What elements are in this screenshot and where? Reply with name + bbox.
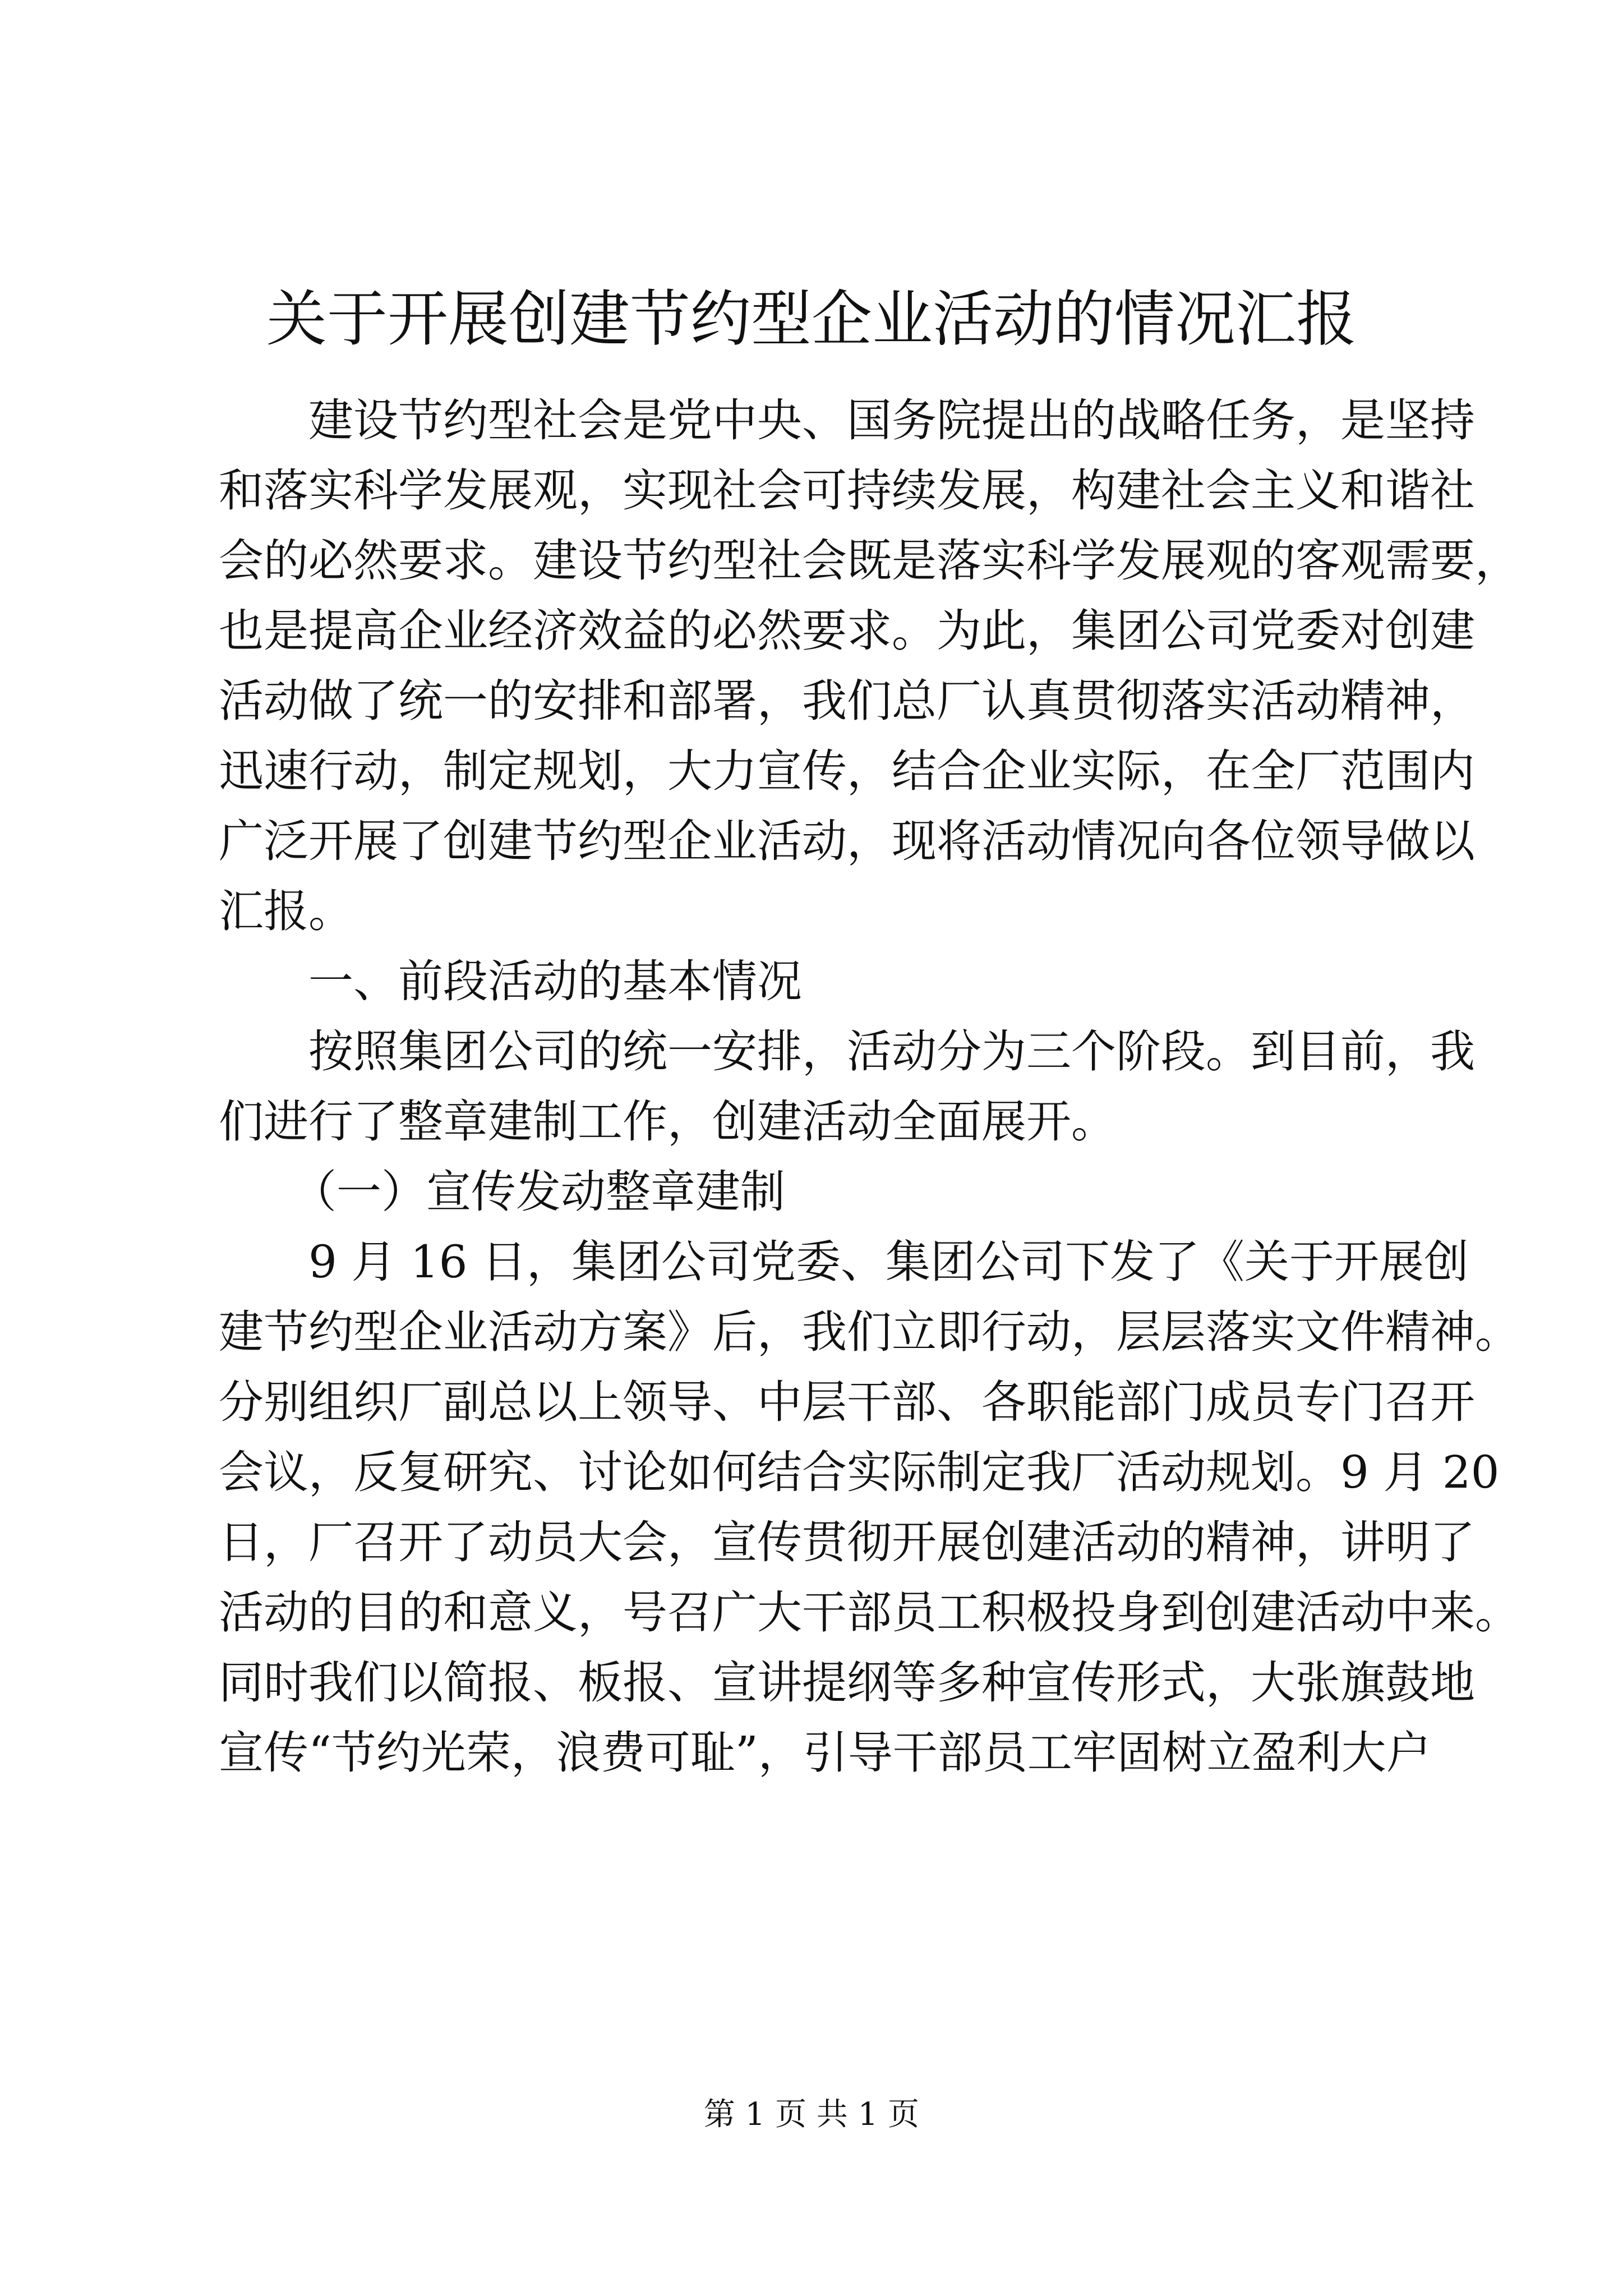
body-line: 会的必然要求。建设节约型社会既是落实科学发展观的客观需要， xyxy=(219,535,1520,587)
section-heading: 一、前段活动的基本情况 xyxy=(308,955,802,1007)
body-line: 们进行了整章建制工作，创建活动全面展开。 xyxy=(219,1096,1116,1148)
body-line: 活动做了统一的安排和部署，我们总厂认真贯彻落实活动精神， xyxy=(219,675,1475,727)
body-line: 也是提高企业经济效益的必然要求。为此，集团公司党委对创建 xyxy=(219,605,1475,657)
page-footer: 第 1 页 共 1 页 xyxy=(703,2096,920,2133)
body-line: 按照集团公司的统一安排，活动分为三个阶段。到目前，我 xyxy=(308,1025,1475,1078)
body-line: 9 月 16 日，集团公司党委、集团公司下发了《关于开展创 xyxy=(308,1236,1469,1288)
body-line: 迅速行动，制定规划，大力宣传，结合企业实际，在全厂范围内 xyxy=(219,745,1475,797)
body-line: 同时我们以简报、板报、宣讲提纲等多种宣传形式，大张旗鼓地 xyxy=(219,1657,1475,1709)
body-line: 广泛开展了创建节约型企业活动，现将活动情况向各位领导做以 xyxy=(219,815,1475,867)
body-line: 建节约型企业活动方案》后，我们立即行动，层层落实文件精神。 xyxy=(219,1306,1520,1358)
body-line: 汇报。 xyxy=(219,885,353,937)
document-title: 关于开展创建节约型企业活动的情况汇报 xyxy=(266,284,1357,355)
body-line: 和落实科学发展观，实现社会可持续发展，构建社会主义和谐社 xyxy=(219,464,1475,517)
body-line: 活动的目的和意义，号召广大干部员工积极投身到创建活动中来。 xyxy=(219,1586,1520,1639)
body-line: 分别组织厂副总以上领导、中层干部、各职能部门成员专门召开 xyxy=(219,1376,1475,1428)
body-line: 会议，反复研究、讨论如何结合实际制定我厂活动规划。9 月 20 xyxy=(219,1446,1500,1498)
body-line: 建设节约型社会是党中央、国务院提出的战略任务，是坚持 xyxy=(308,394,1475,447)
body-line: 日，厂召开了动员大会，宣传贯彻开展创建活动的精神，讲明了 xyxy=(219,1516,1475,1568)
subsection-heading: （一）宣传发动整章建制 xyxy=(292,1166,785,1218)
body-line: 宣传“节约光荣，浪费可耻”，引导干部员工牢固树立盈利大户 xyxy=(219,1727,1431,1779)
